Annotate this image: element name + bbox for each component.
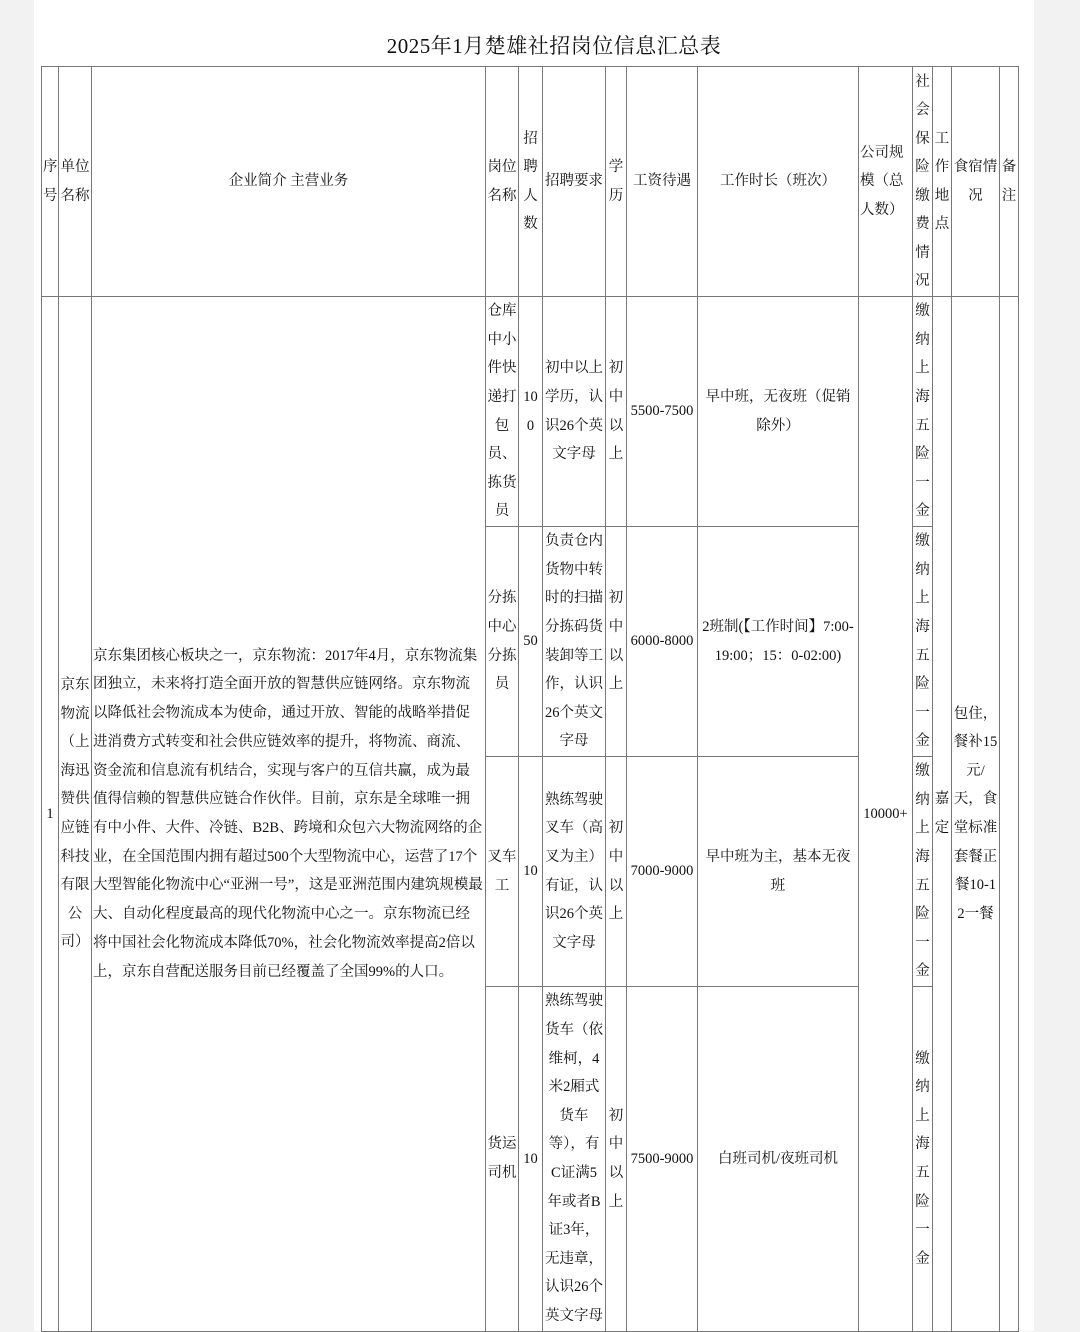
job-requirements: 熟练驾驶货车（依维柯，4米2厢式货车等），有C证满5年或者B证3年，无违章，认识26个英文字母	[543, 987, 606, 1332]
job-hours: 白班司机/夜班司机	[698, 987, 859, 1332]
job-education: 初中以上	[606, 527, 627, 757]
job-insurance: 缴纳上海五险一金	[913, 757, 933, 987]
job-count: 10	[519, 987, 543, 1332]
company-lodging: 包住，餐补15元/天，食堂标准套餐正餐10-12一餐	[952, 297, 1000, 1332]
company-name: 京东物流（上海迅赞供应链科技有限公司）	[59, 297, 92, 1332]
table-row	[42, 297, 1019, 527]
job-education: 初中以上	[606, 757, 627, 987]
job-hours: 早中班为主，基本无夜班	[698, 757, 859, 987]
job-salary: 6000-8000	[627, 527, 698, 757]
company-intro: 京东集团核心板块之一，京东物流：2017年4月，京东物流集团独立，未来将打造全面开放的智慧供应链网络。京东物流以降低社会物流成本为使命，通过开放、智能的战略举措促进消费方式转变和社会供应链效率的提升，将物流、商流、资金流和信息流有机结合，实现与客户的互信共赢，成为最值得信赖的智慧供应链合作伙伴。目前，京东是全球唯一拥有中小件、大件、冷链、B2B、跨境和众包六大物流网络的企业，在全国范围内拥有超过500个大型物流中心，运营了17个大型智能化物流中心“亚洲一号”，这是亚洲范围内建筑规模最大、自动化程度最高的现代化物流中心之一。京东物流已经将中国社会化物流成本降低70%，社会化物流效率提高2倍以上，京东自营配送服务目前已经覆盖了全国99%的人口。	[92, 297, 486, 1332]
header-scale: 公司规模（总人数）	[859, 67, 913, 297]
job-salary: 7000-9000	[627, 757, 698, 987]
job-education: 初中以上	[606, 297, 627, 527]
company-location: 嘉定	[933, 297, 952, 1332]
header-count: 招聘人数	[519, 67, 543, 297]
header-remarks: 备注	[1000, 67, 1019, 297]
job-requirements: 熟练驾驶叉车（高叉为主）有证，认识26个英文字母	[543, 757, 606, 987]
header-salary: 工资待遇	[627, 67, 698, 297]
header-row	[42, 67, 1019, 297]
job-insurance: 缴纳上海五险一金	[913, 297, 933, 527]
job-insurance: 缴纳上海五险一金	[913, 527, 933, 757]
job-count: 10	[519, 757, 543, 987]
header-hours: 工作时长（班次）	[698, 67, 859, 297]
header-lodging: 食宿情况	[952, 67, 1000, 297]
job-salary: 5500-7500	[627, 297, 698, 527]
job-position: 叉车工	[486, 757, 519, 987]
header-position: 岗位名称	[486, 67, 519, 297]
job-education: 初中以上	[606, 987, 627, 1332]
header-seq: 序号	[42, 67, 59, 297]
header-intro: 企业简介 主营业务	[92, 67, 486, 297]
job-requirements: 初中以上学历，认识26个英文字母	[543, 297, 606, 527]
job-position: 货运司机	[486, 987, 519, 1332]
header-location: 工作地点	[933, 67, 952, 297]
job-hours: 2班制(【工作时间】7:00-19:00；15：0-02:00)	[698, 527, 859, 757]
job-count: 50	[519, 527, 543, 757]
header-requirements: 招聘要求	[543, 67, 606, 297]
header-insurance: 社会保险缴费情况	[913, 67, 933, 297]
company-remarks	[1000, 297, 1019, 1332]
job-salary: 7500-9000	[627, 987, 698, 1332]
job-position: 分拣中心分拣员	[486, 527, 519, 757]
job-requirements: 负责仓内货物中转时的扫描分拣码货装卸等工作，认识26个英文字母	[543, 527, 606, 757]
page-title: 2025年1月楚雄社招岗位信息汇总表	[386, 34, 722, 58]
job-table	[41, 66, 1019, 1332]
company-scale: 10000+	[859, 297, 913, 1332]
company-seq: 1	[42, 297, 59, 1332]
job-hours: 早中班，无夜班（促销除外）	[698, 297, 859, 527]
job-insurance: 缴纳上海五险一金	[913, 987, 933, 1332]
header-education: 学历	[606, 67, 627, 297]
job-position: 仓库中小件快递打包员、拣货员	[486, 297, 519, 527]
job-count: 100	[519, 297, 543, 527]
header-company: 单位名称	[59, 67, 92, 297]
